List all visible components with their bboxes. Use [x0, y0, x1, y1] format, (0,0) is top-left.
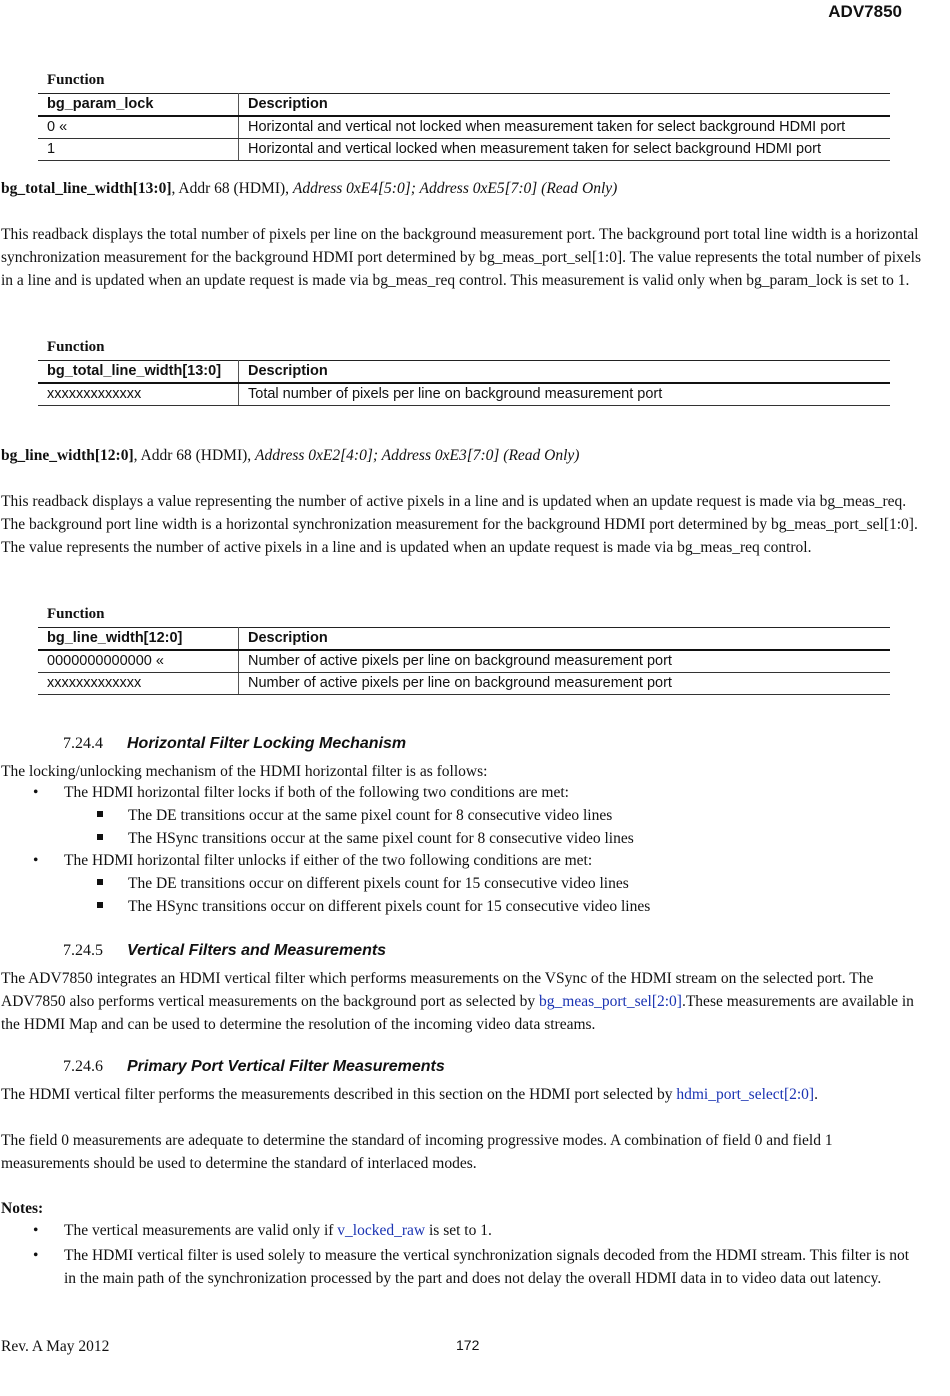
table-row: [38, 383, 890, 406]
table-header-register: bg_param_lock: [38, 94, 239, 117]
section-number: 7.24.5: [63, 942, 103, 959]
register-link[interactable]: v_locked_raw: [337, 1222, 426, 1239]
bg-param-lock-table: [38, 93, 890, 161]
section-paragraph: [1, 1084, 921, 1107]
list-item-text: The HSync transitions occur on different pixels count for 15 consecutive video lines: [128, 898, 651, 915]
list-item: [97, 830, 634, 848]
table-header-description: Description: [239, 361, 891, 384]
section-number: 7.24.4: [63, 735, 103, 752]
section-heading: [63, 735, 406, 753]
section-number: 7.24.6: [63, 1058, 103, 1075]
table-header-description: Description: [239, 94, 891, 117]
table-cell-description: Total number of pixels per line on background measurement port: [239, 383, 891, 406]
list-item-text: The HDMI horizontal filter locks if both of the following two conditions are met:: [64, 784, 569, 801]
table-row: [38, 673, 890, 695]
table-cell-description: Horizontal and vertical not locked when measurement taken for select background HDMI port: [239, 116, 891, 139]
paragraph-text: .These measurements are available in the HDMI Map and can be used to determine the resolution of the incoming video data streams.: [1, 992, 914, 1033]
table-header-description: Description: [239, 628, 891, 651]
bullet-icon: •: [33, 1247, 39, 1264]
section-heading: [63, 942, 386, 960]
section-paragraph: The field 0 measurements are adequate to determine the standard of incoming progressive modes. A combination of field 0 and field 1 measurements should be used to determine the standard of interlaced modes.: [1, 1132, 833, 1172]
table-cell-description: Horizontal and vertical locked when measurement taken for select background HDMI port: [239, 139, 891, 161]
list-item-text: The HDMI vertical filter is used solely to measure the vertical synchronization signals decoded from the HDMI stream. This filter is not in the main path of the synchronization processed by the part and does not delay the overall HDMI data in to video data out latency.: [64, 1247, 910, 1287]
table-function-label: Function: [47, 339, 105, 355]
register-description: This readback displays a value representing the number of active pixels in a line and is updated when an update request is made via bg_meas_req. The background port line width is a horizontal synchronization measurement for the background HDMI port determined by bg_meas_port_sel[1:0]. The value represents the number of active pixels in a line and is updated when an update request is made via bg_meas_req control.: [1, 493, 918, 556]
list-item-text: The HSync transitions occur at the same pixel count for 8 consecutive video lines: [128, 830, 634, 847]
list-item: [97, 898, 650, 916]
table-cell-description: Number of active pixels per line on background measurement port: [239, 650, 891, 673]
list-item-text: The DE transitions occur at the same pixel count for 8 consecutive video lines: [128, 807, 613, 824]
table-cell-value: xxxxxxxxxxxxx: [38, 383, 239, 406]
register-name: bg_line_width[12:0]: [1, 447, 134, 464]
register-link[interactable]: bg_meas_port_sel[2:0]: [539, 992, 682, 1010]
table-cell-value: xxxxxxxxxxxxx: [38, 673, 239, 695]
register-heading: [1, 180, 617, 198]
register-address-detail: Address 0xE4[5:0]; Address 0xE5[7:0] (Read Only): [292, 180, 618, 197]
register-name: bg_total_line_width[13:0]: [1, 180, 172, 197]
register-addr: , Addr 68 (HDMI),: [171, 180, 293, 197]
register-heading: [1, 447, 579, 465]
register-link[interactable]: hdmi_port_select[2:0]: [676, 1086, 815, 1103]
section-heading: [63, 1058, 445, 1076]
square-bullet-icon: [97, 902, 103, 908]
table-header-register: bg_line_width[12:0]: [38, 628, 239, 651]
register-address-detail: Address 0xE2[4:0]; Address 0xE3[7:0] (Read Only): [255, 447, 580, 464]
list-item-text: The vertical measurements are valid only if: [64, 1222, 338, 1239]
bg-line-width-table: [38, 627, 890, 695]
register-description: This readback displays the total number of pixels per line on the background measurement port. The background port total line width is a horizontal synchronization measurement for the background HDMI port determined by bg_meas_port_sel[1:0]. The value represents the total number of pixels in a line and is updated when an update request is made via bg_meas_req control. This measurement is valid only when bg_param_lock is set to 1.: [1, 226, 921, 289]
list-item: [33, 852, 592, 870]
table-cell-value: 1: [38, 139, 239, 161]
square-bullet-icon: [97, 811, 103, 817]
section-paragraph: [1, 968, 921, 1036]
table-row: [38, 116, 890, 139]
list-item: [97, 875, 629, 893]
section-title: Vertical Filters and Measurements: [127, 942, 387, 959]
bullet-icon: •: [33, 852, 39, 869]
list-item: [33, 784, 569, 802]
notes-label: Notes:: [1, 1200, 44, 1217]
paragraph-text: .: [814, 1086, 818, 1103]
list-item-text: is set to 1.: [425, 1222, 492, 1239]
table-row: [38, 139, 890, 161]
list-item: [33, 1222, 492, 1240]
section-title: Primary Port Vertical Filter Measurements: [127, 1058, 445, 1075]
document-title: ADV7850: [828, 2, 902, 21]
section-title: Horizontal Filter Locking Mechanism: [127, 735, 407, 752]
paragraph-text: The HDMI vertical filter performs the measurements described in this section on the HDMI port selected by: [1, 1086, 677, 1103]
list-item: [97, 807, 612, 825]
bullet-icon: •: [33, 784, 39, 801]
section-intro: The locking/unlocking mechanism of the HDMI horizontal filter is as follows:: [1, 763, 488, 780]
table-function-label: Function: [47, 72, 105, 88]
square-bullet-icon: [97, 834, 103, 840]
bg-total-line-width-table: [38, 360, 890, 406]
register-addr: , Addr 68 (HDMI),: [133, 447, 256, 464]
list-item: [33, 1245, 918, 1291]
table-cell-value: 0 «: [38, 116, 239, 139]
table-header-register: bg_total_line_width[13:0]: [38, 361, 239, 384]
page-number: 172: [456, 1337, 480, 1353]
square-bullet-icon: [97, 879, 103, 885]
paragraph-text: The ADV7850 integrates an HDMI vertical filter which performs measurements on the VSync of the HDMI stream on the selected port. The ADV7850 also performs vertical measurements on the background port as selected by: [1, 970, 874, 1010]
table-row: [38, 650, 890, 673]
table-cell-description: Number of active pixels per line on background measurement port: [239, 673, 891, 695]
list-item-text: The HDMI horizontal filter unlocks if either of the two following conditions are met:: [64, 852, 593, 869]
bullet-icon: •: [33, 1222, 39, 1239]
list-item-text: The DE transitions occur on different pixels count for 15 consecutive video lines: [128, 875, 629, 892]
table-cell-value: 0000000000000 «: [38, 650, 239, 673]
revision-footer: Rev. A May 2012: [1, 1338, 110, 1355]
table-function-label: Function: [47, 606, 105, 622]
